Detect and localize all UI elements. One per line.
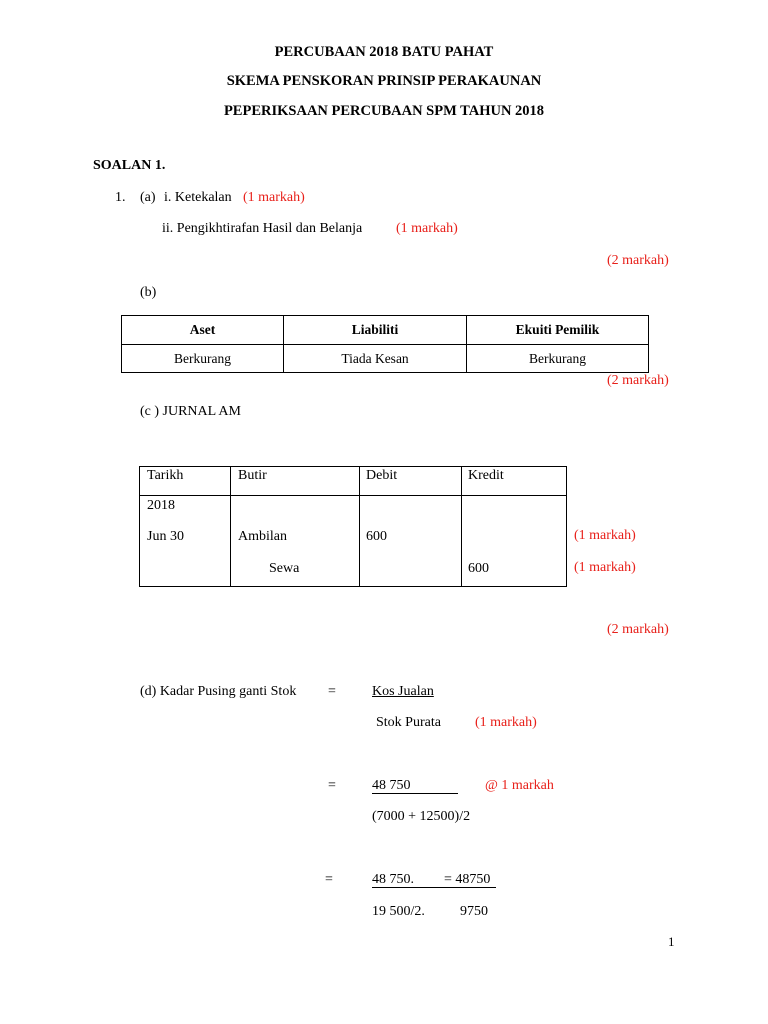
journal-row2-mark: (1 markah) xyxy=(574,560,636,575)
part-d-equals-3: = xyxy=(325,872,333,887)
journal-debit-value: 600 xyxy=(366,529,387,544)
page-number: 1 xyxy=(668,934,675,949)
journal-header-tarikh: Tarikh xyxy=(140,467,231,496)
table-header-liabiliti: Liabiliti xyxy=(284,316,467,345)
header-line-1: PERCUBAAN 2018 BATU PAHAT xyxy=(274,44,494,60)
part-a-total-mark: (2 markah) xyxy=(607,253,669,268)
part-d-numerator-2: 48 750 xyxy=(372,778,458,794)
header-line-2: SKEMA PENSKORAN PRINSIP PERAKAUNAN xyxy=(226,73,542,89)
journal-header-butir: Butir xyxy=(231,467,360,496)
part-d-numerator-2-mark: @ 1 markah xyxy=(485,778,554,793)
part-d-numerator-1: Kos Jualan xyxy=(372,684,434,699)
part-d-numerator-3-value: 48 750. xyxy=(372,872,414,887)
part-a-label: (a) xyxy=(140,190,156,205)
part-b-label: (b) xyxy=(140,285,157,300)
table-header-aset: Aset xyxy=(122,316,284,345)
journal-cell-debit xyxy=(360,496,462,587)
question-number: 1. xyxy=(115,190,126,205)
journal-butir-sewa: Sewa xyxy=(269,561,300,576)
journal-cell-tarikh xyxy=(140,496,231,587)
part-d-denominator-3: 19 500/2. xyxy=(372,904,425,919)
part-d-denominator-3-result: 9750 xyxy=(460,904,488,919)
journal-kredit-value: 600 xyxy=(468,561,489,576)
table-cell-liabiliti: Tiada Kesan xyxy=(284,345,467,373)
table-header-ekuiti: Ekuiti Pemilik xyxy=(467,316,649,345)
journal-cell-butir xyxy=(231,496,360,587)
journal-cell-kredit xyxy=(462,496,567,587)
journal-row1-mark: (1 markah) xyxy=(574,528,636,543)
table-cell-ekuiti: Berkurang xyxy=(467,345,649,373)
part-c-label: (c ) JURNAL AM xyxy=(140,404,241,419)
part-a-ii-mark: (1 markah) xyxy=(396,221,458,236)
part-d-denominator-mark: (1 markah) xyxy=(475,715,537,730)
part-d-numerator-3 xyxy=(372,872,496,888)
journal-table xyxy=(139,466,567,587)
part-d-numerator-3-result: = 48750 xyxy=(444,872,491,887)
part-b-total-mark: (2 markah) xyxy=(607,373,669,388)
journal-butir-ambilan: Ambilan xyxy=(238,529,287,544)
part-d-label: (d) Kadar Pusing ganti Stok xyxy=(140,684,297,699)
journal-date: Jun 30 xyxy=(147,529,184,544)
part-d-denominator-2: (7000 + 12500)/2 xyxy=(372,809,471,824)
part-a-ii-text: ii. Pengikhtirafan Hasil dan Belanja xyxy=(162,221,363,236)
part-b-table xyxy=(121,315,649,373)
part-d-equals-1: = xyxy=(328,684,336,699)
part-d-denominator-1: Stok Purata xyxy=(376,715,441,730)
soalan-heading: SOALAN 1. xyxy=(93,158,166,173)
part-a-i-text: i. Ketekalan xyxy=(164,190,232,205)
part-d-equals-2: = xyxy=(328,778,336,793)
journal-header-debit: Debit xyxy=(360,467,462,496)
header-line-3: PEPERIKSAAN PERCUBAAN SPM TAHUN 2018 xyxy=(223,103,545,119)
table-cell-aset: Berkurang xyxy=(122,345,284,373)
part-a-i-mark: (1 markah) xyxy=(243,190,305,205)
journal-header-kredit: Kredit xyxy=(462,467,567,496)
part-c-total-mark: (2 markah) xyxy=(607,622,669,637)
journal-year: 2018 xyxy=(147,498,175,513)
